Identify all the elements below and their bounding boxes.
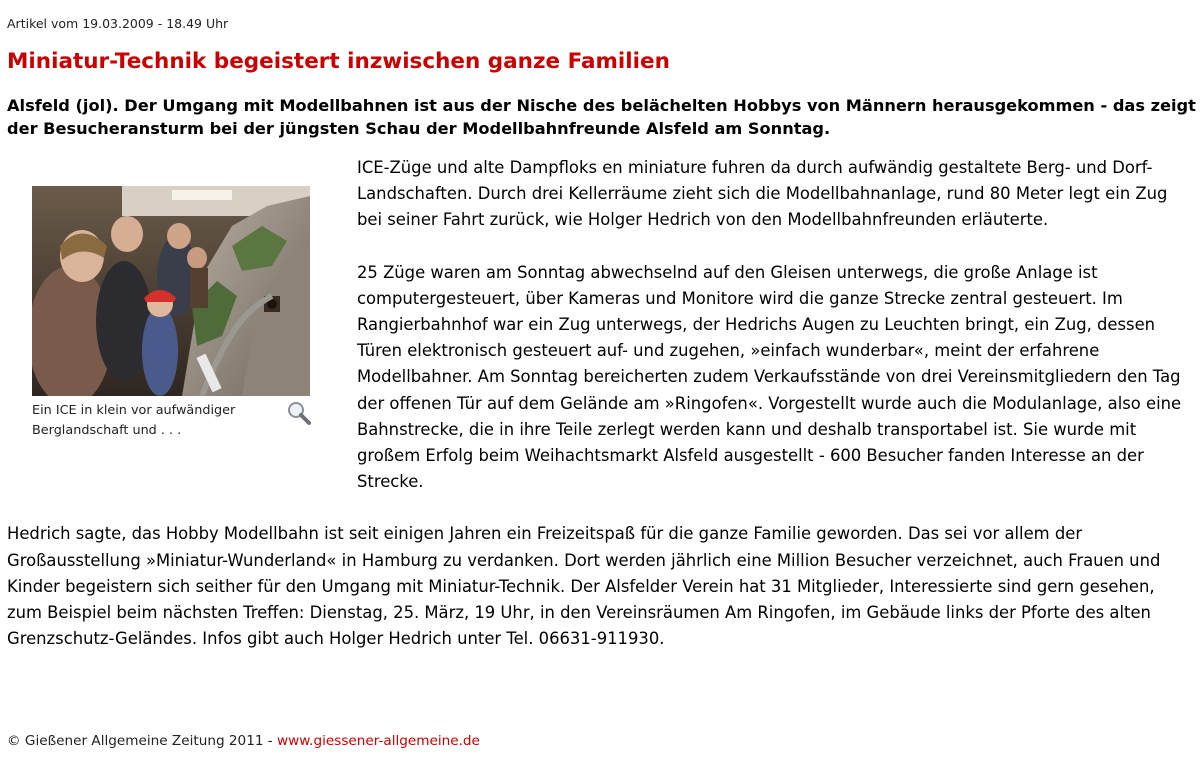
footer-website-link[interactable]: www.giessener-allgemeine.de [277, 733, 480, 749]
article-lead: Alsfeld (jol). Der Umgang mit Modellbahnen ist aus der Nische des belächelten Hobbys von Männern herausgekommen - das zeigt der Besucheransturm bei der jüngsten Schau der Modellbahnfreunde Alsfeld am Sonntag. [7, 96, 1196, 138]
footer-copyright: © Gießener Allgemeine Zeitung 2011 - [7, 733, 278, 749]
article-paragraph: ICE-Züge und alte Dampfloks en miniature fuhren da durch aufwändig gestaltete Berg- und Dorf-Landschaften. Durch drei Kellerräume zieht sich die Modellbahnanlage, rund 80 Meter legt ein Zug bei seiner Fahrt zurück, wie Holger Hedrich von den Modellbahnfreunden erläuterte. [357, 158, 1168, 230]
article-figure [7, 155, 333, 493]
photo-caption: Ein ICE in klein vor aufwändiger Berglandschaft und . . . [32, 403, 236, 438]
page-footer [7, 733, 480, 749]
magnifier-icon[interactable] [286, 400, 312, 426]
photo-model-railway-image [32, 186, 310, 396]
article-dateline: Artikel vom 19.03.2009 - 18.49 Uhr [7, 16, 229, 31]
article-paragraph: Hedrich sagte, das Hobby Modellbahn ist seit einigen Jahren ein Freizeitspaß für die ganze Familie geworden. Das sei vor allem der Großausstellung »Miniatur-Wunderland« in Hamburg zu verdanken. Dort werden jährlich eine Million Besucher verzeichnet, auch Frauen und Kinder begeistern sich seither für den Umgang mit Miniatur-Technik. Der Alsfelder Verein hat 31 Mitglieder, Interessierte sind gern gesehen, zum Beispiel beim nächsten Treffen: Dienstag, 25. März, 19 Uhr, in den Vereinsräumen Am Ringofen, im Gebäude links der Pforte des alten Grenzschutz-Geländes. Infos gibt auch Holger Hedrich unter Tel. 06631-911930. [7, 524, 1161, 649]
article-body [7, 155, 1191, 678]
article-paragraph: 25 Züge waren am Sonntag abwechselnd auf den Gleisen unterwegs, die große Anlage ist computergesteuert, über Kameras und Monitore wird die ganze Strecke zentral gesteuert. Im Rangierbahnhof war ein Zug unterwegs, der Hedrichs Augen zu Leuchten bringt, ein Zug, dessen Türen elektronisch gesteuert auf- und zugehen, »einfach wunderbar«, meint der erfahrene Modellbahner. Am Sonntag bereicherten zudem Verkaufsstände von drei Vereinsmitgliedern den Tag der offenen Tür auf dem Gelände am »Ringofen«. Vorgestellt wurde auch die Modulanlage, also eine Bahnstrecke, die in ihre Teile zerlegt werden kann und deshalb transportabel ist. Sie wurde mit großem Erfolg beim Weihachtsmarkt Alsfeld ausgestellt - 600 Besucher fanden Interesse an der Strecke. [357, 262, 1182, 492]
article-headline: Miniatur-Technik begeistert inzwischen ganze Familien [7, 49, 670, 74]
article-photo[interactable] [32, 186, 310, 396]
